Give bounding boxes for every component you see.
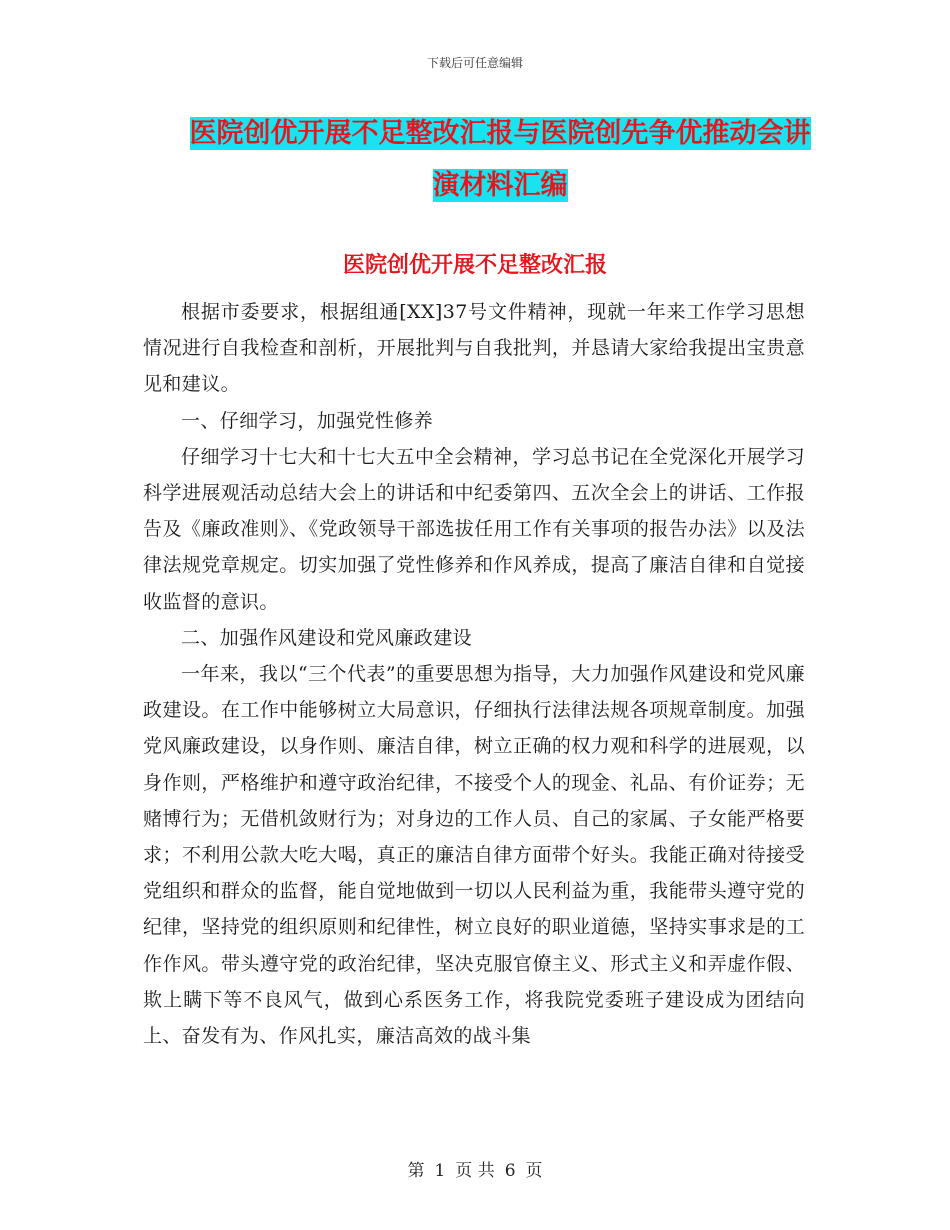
heading-style-building: 二、加强作风建设和党风廉政建设 (181, 626, 473, 649)
header-note: 下载后可任意编辑 (426, 56, 523, 70)
footer-suffix: 页 (525, 1161, 543, 1181)
section-title: 医院创优开展不足整改汇报 (342, 252, 607, 278)
footer-total-pages: 6 (504, 1161, 516, 1181)
paragraph-study: 仔细学习十七大和十七大五中全会精神，学习总书记在全党深化开展学习科学进展观活动总结大会上的讲话和中纪委第四、五次全会上的讲话、工作报告及《廉政准则》、《党政领导干部选拔任用工作有关事项的报告办法》以及法律法规党章规定。切实加强了党性修养和作风养成，提高了廉洁自律和自觉接收监督的意识。 (143, 445, 805, 613)
footer-page-number: 1 (434, 1161, 446, 1181)
document-body (143, 294, 805, 1054)
paragraph-intro: 根据市委要求，根据组通[XX]37号文件精神，现就一年来工作学习思想情况进行自我检查和剖析，开展批判与自我批判，并恳请大家给我提出宝贵意见和建议。 (143, 301, 805, 396)
page-footer (0, 1156, 950, 1181)
document-title (150, 108, 850, 212)
footer-middle: 页 共 (455, 1161, 495, 1181)
heading-study: 一、仔细学习，加强党性修养 (181, 409, 434, 432)
document-title-line1: 医院创优开展不足整改汇报与医院创先争优推动会讲 (189, 118, 811, 149)
footer-prefix: 第 (407, 1161, 425, 1181)
paragraph-style-building: 一年来，我以“三个代表”的重要思想为指导，大力加强作风建设和党风廉政建设。在工作中能够树立大局意识，仔细执行法律法规各项规章制度。加强党风廉政建设，以身作则、廉洁自律，树立正确的权力观和科学的进展观，以身作则，严格维护和遵守政治纪律，不接受个人的现金、礼品、有价证券；无赌博行为；无借机敛财行为；对身边的工作人员、自己的家属、子女能严格要求；不利用公款大吃大喝，真正的廉洁自律方面带个好头。我能正确对待接受党组织和群众的监督，能自觉地做到一切以人民利益为重，我能带头遵守党的纪律，坚持党的组织原则和纪律性，树立良好的职业道德，坚持实事求是的工作作风。带头遵守党的政治纪律，坚决克服官僚主义、形式主义和弄虚作假、欺上瞒下等不良风气，做到心系医务工作，将我院党委班子建设成为团结向上、奋发有为、作风扎实，廉洁高效的战斗集 (143, 663, 805, 1048)
document-title-line2: 演材料汇编 (432, 170, 568, 201)
